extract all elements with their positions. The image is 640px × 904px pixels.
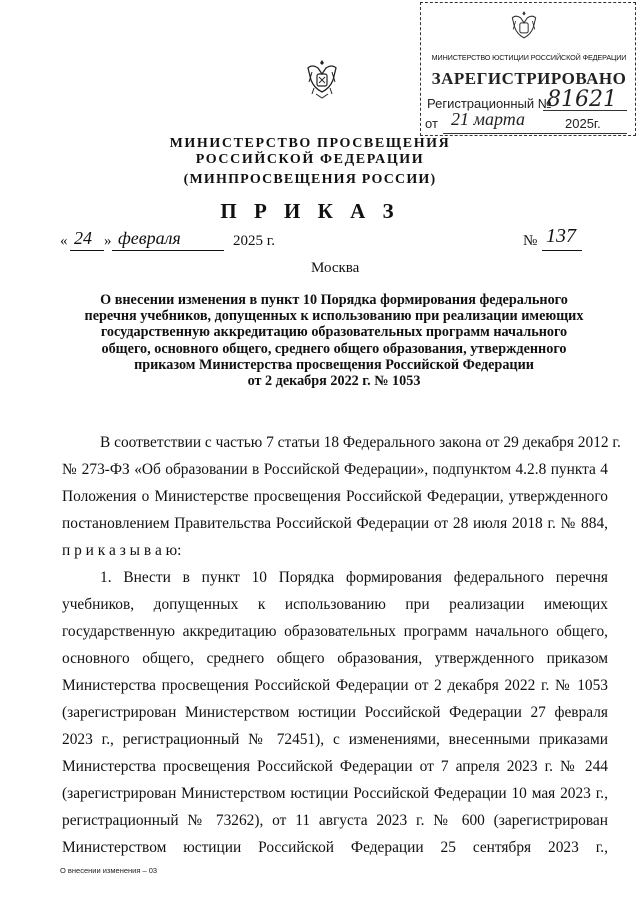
title-line: перечня учебников, допущенных к использованию при реализации имеющих — [84, 308, 584, 325]
stamp-number-underline — [543, 110, 627, 111]
title-line: приказом Министерства просвещения Российской Федерации — [134, 356, 534, 373]
title-line: общего, основного общего, среднего общего образования, утвержденного — [101, 340, 567, 357]
date-month: февраля — [118, 228, 181, 248]
stamp-reg-number: 81621 — [547, 87, 617, 112]
body-line: Министерства просвещения Российской Федерации от 7 апреля 2023 г. № 244 — [62, 758, 608, 775]
state-emblem-icon — [304, 58, 340, 100]
body-line: Положения о Министерстве просвещения Российской Федерации, утвержденного — [62, 488, 608, 505]
date-year: 2025 г. — [233, 233, 275, 249]
registration-stamp — [420, 2, 636, 136]
body-line: В соответствии с частью 7 статьи 18 Федерального закона от 29 декабря 2012 г. — [100, 434, 621, 451]
stamp-reg-label: Регистрационный № — [427, 96, 552, 111]
body-line: 1. Внести в пункт 10 Порядка формирования федерального перечня — [100, 569, 608, 586]
ministry-name-line2: РОССИЙСКОЙ ФЕДЕРАЦИИ — [195, 152, 425, 167]
body-line: Министерства просвещения Российской Федерации от 2 декабря 2022 г. № 1053 — [62, 677, 608, 694]
body-line: (зарегистрирован Министерством юстиции Российской Федерации 10 мая 2023 г., — [62, 785, 608, 802]
body-line: п р и к а з ы в а ю: — [62, 542, 182, 559]
stamp-from-date: 21 марта — [451, 109, 525, 129]
city: Москва — [311, 260, 360, 276]
body-line: 2023 г., регистрационный № 72451), с изменениями, внесенными приказами — [62, 731, 608, 748]
date-month-underline — [112, 250, 224, 251]
body-line: № 273-ФЗ «Об образовании в Российской Федерации», подпунктом 4.2.8 пункта 4 — [62, 461, 608, 478]
body-line: учебников, допущенных к использованию при реализации имеющих — [62, 596, 608, 613]
document-title — [60, 292, 608, 389]
title-line: от 2 декабря 2022 г. № 1053 — [247, 373, 421, 390]
stamp-from-label: от — [425, 116, 438, 131]
stamp-date-underline — [443, 133, 627, 134]
number-underline — [542, 250, 582, 251]
stamp-ministry: МИНИСТЕРСТВО ЮСТИЦИИ РОССИЙСКОЙ ФЕДЕРАЦИИ — [431, 53, 627, 62]
body-line: государственную аккредитацию образовательных программ начального общего, — [62, 623, 608, 640]
title-line: государственную аккредитацию образовательных программ начального — [100, 324, 568, 341]
ministry-short-name: (МИНПРОСВЕЩЕНИЯ РОССИИ) — [183, 172, 437, 187]
date-close-quote: » — [104, 233, 112, 249]
number-sign: № — [523, 233, 538, 249]
date-day: 24 — [74, 228, 92, 248]
date-day-underline — [70, 250, 104, 251]
body-line: Министерством юстиции Российской Федерации 25 сентября 2023 г., — [62, 839, 608, 856]
date-open-quote: « — [60, 233, 68, 249]
stamp-registered: ЗАРЕГИСТРИРОВАНО — [431, 69, 627, 88]
ministry-name-line1: МИНИСТЕРСТВО ПРОСВЕЩЕНИЯ — [169, 136, 451, 151]
body-line: (зарегистрирован Министерством юстиции Российской Федерации 27 февраля — [62, 704, 608, 721]
footer-note: О внесении изменения – 03 — [60, 866, 158, 875]
body-line: регистрационный № 73262), от 11 августа 2023 г. № 600 (зарегистрирован — [62, 812, 608, 829]
stamp-year: 2025г. — [565, 116, 601, 131]
body-line: постановлением Правительства Российской Федерации от 28 июля 2018 г. № 884, — [62, 515, 608, 532]
title-line: О внесении изменения в пункт 10 Порядка формирования федерального — [100, 292, 568, 308]
body-line: основного общего, среднего общего образования, утвержденного приказом — [62, 650, 608, 667]
order-number: 137 — [546, 225, 576, 247]
stamp-emblem-icon — [509, 9, 539, 45]
document-type: П Р И К А З — [220, 199, 400, 223]
